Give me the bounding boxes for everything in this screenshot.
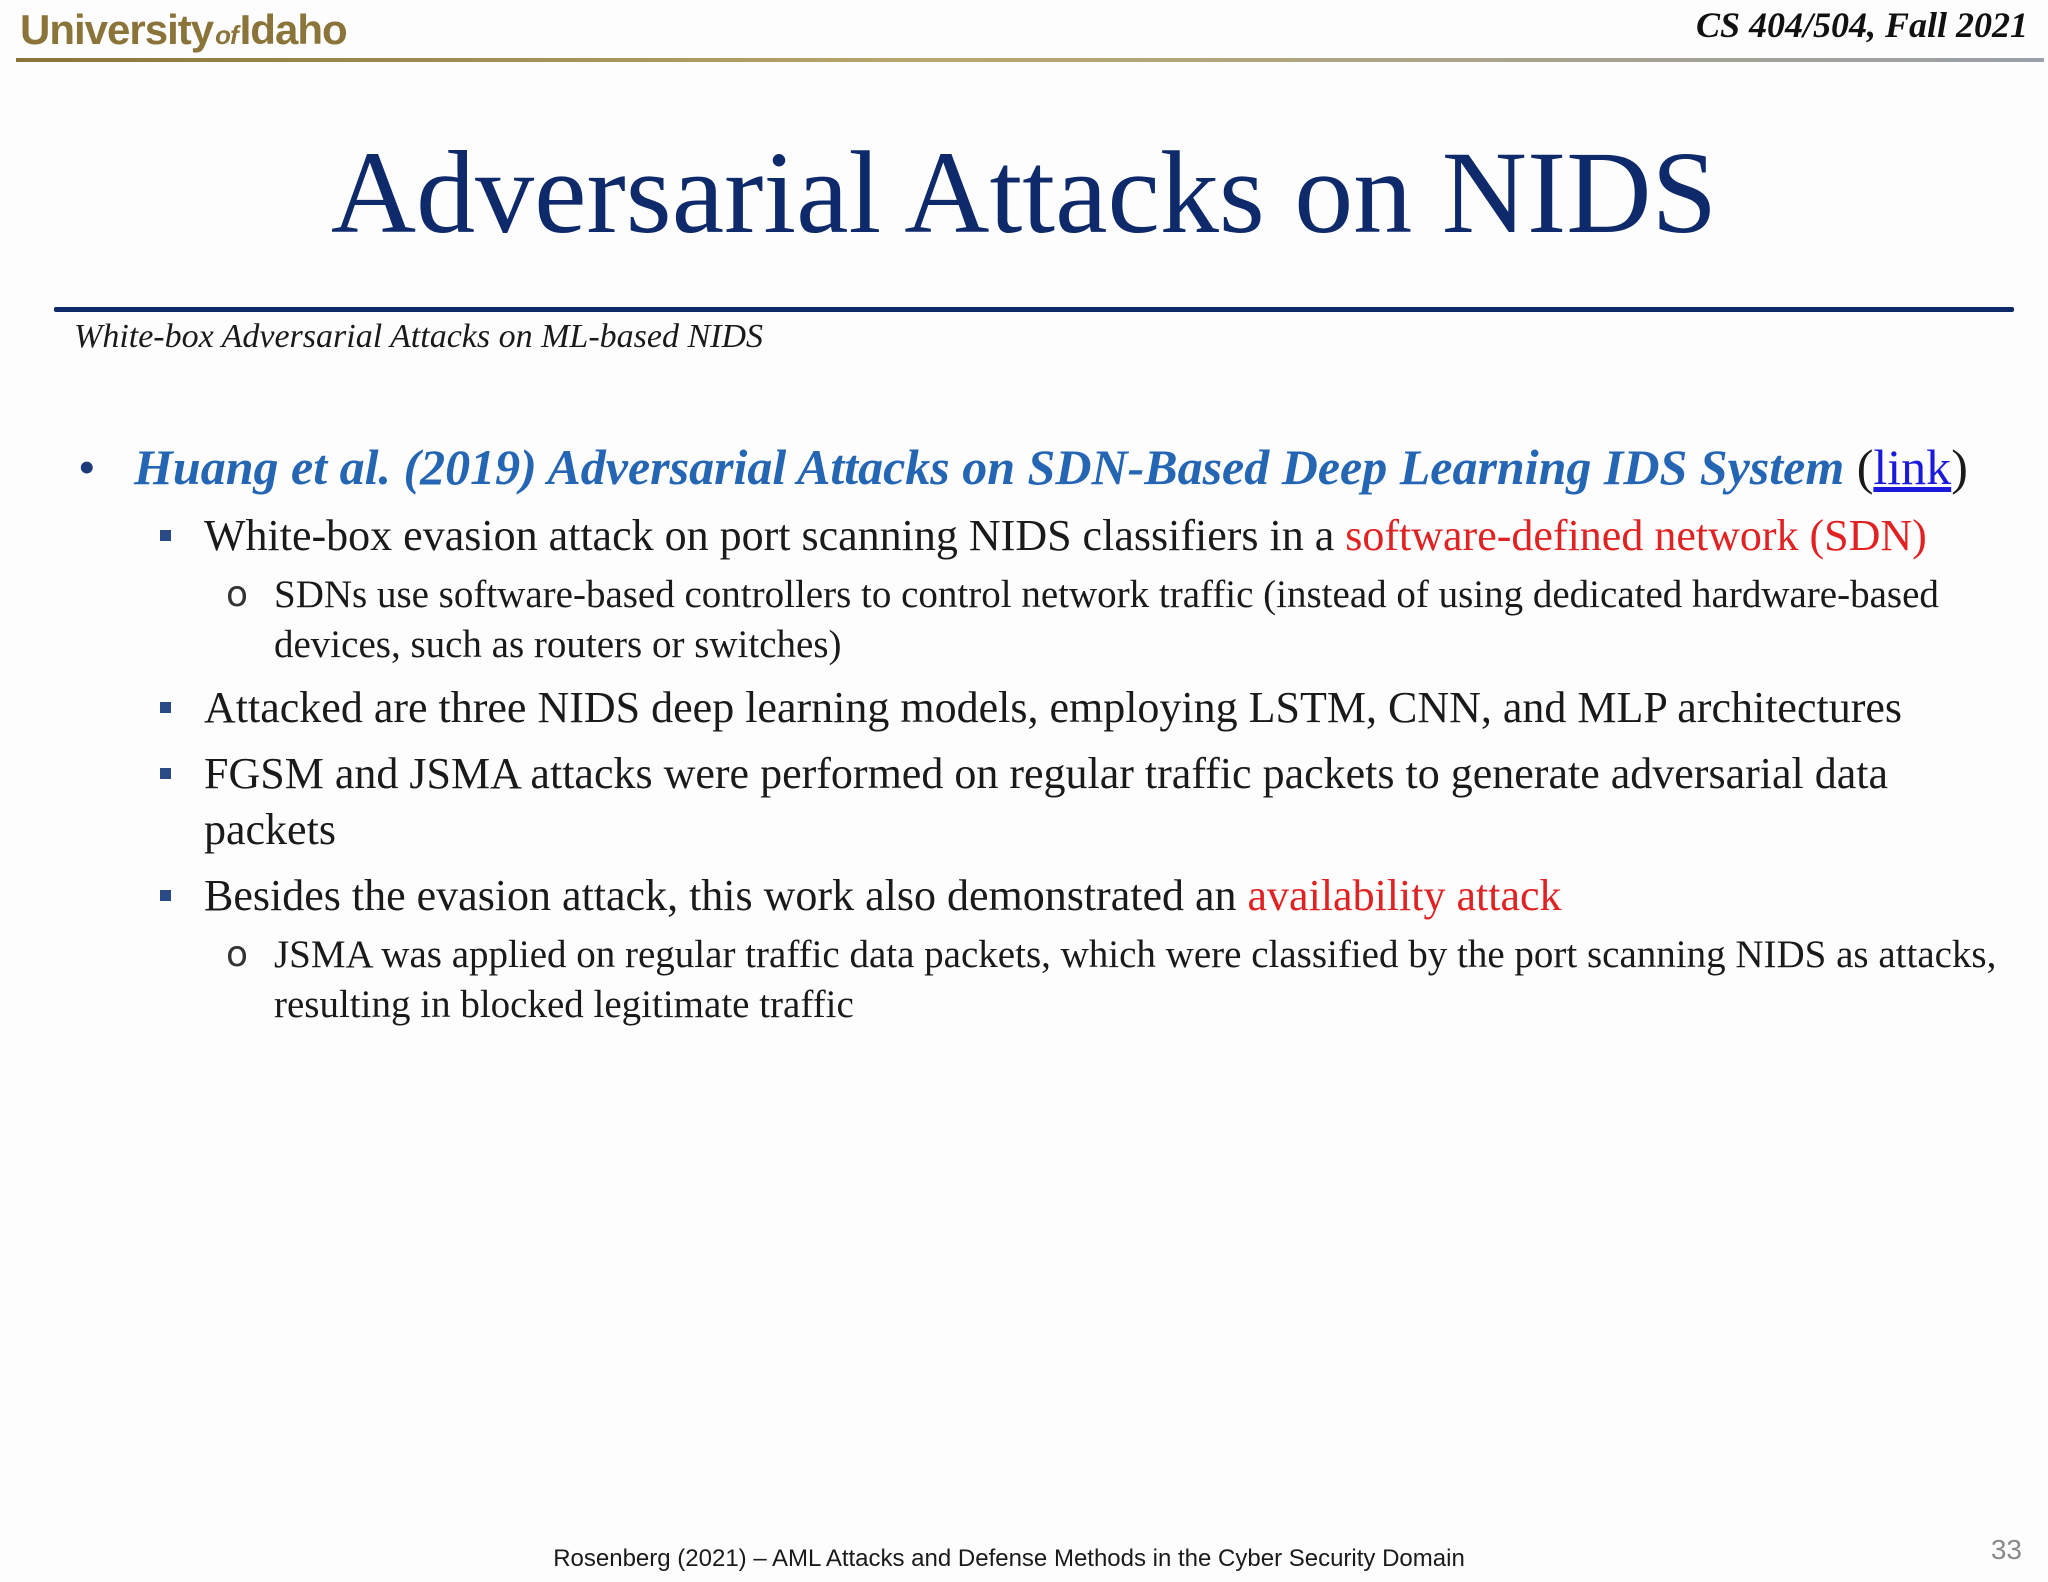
university-logo [20,6,347,60]
paper-link[interactable]: link [1873,439,1952,495]
bullet-level1 [70,436,2000,498]
title-divider [54,307,2014,312]
round-bullet-icon: • [78,439,96,495]
bullet-level3 [70,570,2000,670]
square-bullet-icon [160,890,171,901]
hollow-circle-bullet-icon: o [226,934,249,975]
logo-university: University [20,6,214,53]
bullet-text: JSMA was applied on regular traffic data packets, which were classified by the port scanning NIDS as attacks, resulting in blocked legitimate traffic [274,933,1997,1026]
bullet-level2 [70,746,2000,858]
bullet-text: FGSM and JSMA attacks were performed on regular traffic packets to generate adversarial data packets [204,749,1889,854]
header-divider [16,58,2044,62]
square-bullet-icon [160,768,171,779]
reference-title: Huang et al. (2019) Adversarial Attacks on SDN-Based Deep Learning IDS System [134,439,1845,495]
bullet-text: SDNs use software-based controllers to control network traffic (instead of using dedicated hardware-based devices, such as routers or switches) [274,573,1939,666]
course-label: CS 404/504, Fall 2021 [1695,5,2028,45]
slide-subtitle: White-box Adversarial Attacks on ML-based NIDS [74,318,764,355]
bullet-text: White-box evasion attack on port scanning NIDS classifiers in a [204,511,1346,560]
paren-close: ) [1951,439,1968,495]
bullet-text: Attacked are three NIDS deep learning models, employing LSTM, CNN, and MLP architectures [204,683,1903,732]
highlight-text: software-defined network (SDN) [1345,511,1927,560]
square-bullet-icon [160,530,171,541]
slide-body [70,436,2000,1040]
bullet-level2 [70,508,2000,564]
bullet-level2 [70,680,2000,736]
hollow-circle-bullet-icon: o [226,574,249,615]
paren-open: ( [1844,439,1874,495]
square-bullet-icon [160,702,171,713]
logo-of: of [215,20,238,50]
bullet-level3 [70,930,2000,1030]
footer-citation: Rosenberg (2021) – AML Attacks and Defense Methods in the Cyber Security Domain [553,1545,1465,1572]
logo-idaho: Idaho [239,6,347,53]
highlight-text: availability attack [1247,871,1562,920]
slide-title: Adversarial Attacks on NIDS [330,127,1718,258]
page-number: 33 [1990,1534,2022,1565]
bullet-text: Besides the evasion attack, this work also demonstrated an [204,871,1248,920]
bullet-level2 [70,868,2000,924]
